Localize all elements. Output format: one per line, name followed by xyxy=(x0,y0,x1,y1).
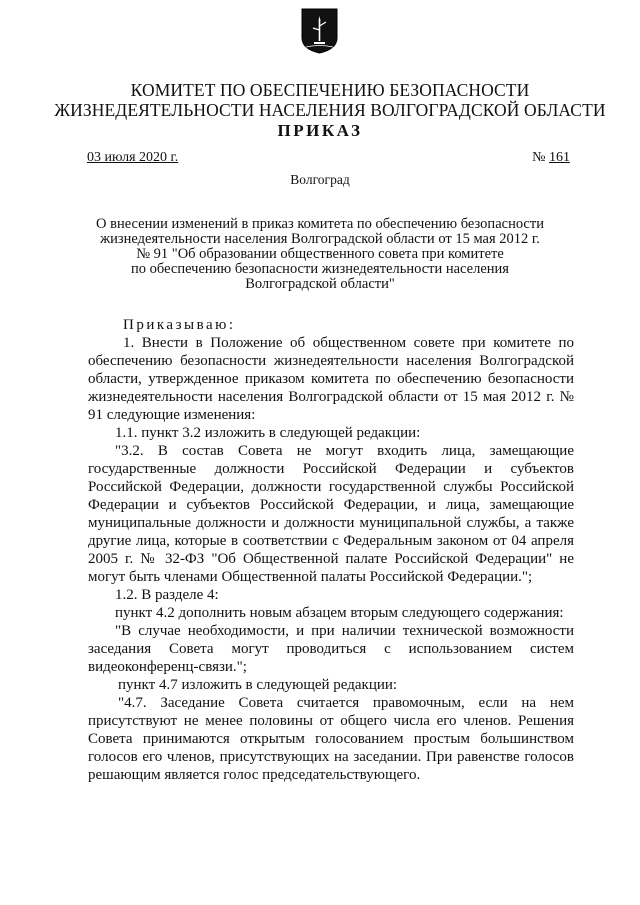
item-1: 1. Внести в Положение об общественном совете при комитете по обеспечению безопасности жизнедеятельности населения Волгоградской области, утвержденное приказом комитета по обеспечению безопасности жизнедеятельности населения Волгоградской области от 15 мая 2012 г. № 91 следующие изменения: xyxy=(88,335,574,423)
quote-3-2: "3.2. В состав Совета не могут входить лица, замещающие государственные должности Российской Федерации и субъектов Российской Федерации, должности государственной службы Российской Федерации и субъектов Российской Федерации, и лица, замещающие муниципальные должности и должности муниципальной службы, а также другие лица, которые в соответствии с Федеральным законом от 04 апреля 2005 г. № 32-ФЗ "Об Общественной палате Российской Федерации" не могут быть членами Общественной палаты Российской Федерации."; xyxy=(88,443,574,585)
item-1-2: 1.2. В разделе 4: xyxy=(115,587,219,603)
committee-line-1: КОМИТЕТ ПО ОБЕСПЕЧЕНИЮ БЕЗОПАСНОСТИ xyxy=(130,80,530,100)
quote-4-7: "4.7. Заседание Совета считается правомочным, если на нем присутствуют не менее половины от общего числа его членов. Решения Совета принимаются открытым голосованием простым большинством голосов его членов, присутствующих на заседании. При равенстве голосов решающим является голос председательствующего. xyxy=(88,695,574,783)
quote-4-2: "В случае необходимости, и при наличии технической возможности заседания Совета могут проводиться с использованием систем видеоконференц-связи."; xyxy=(88,623,574,675)
subject-line: по обеспечению безопасности жизнедеятельности населения xyxy=(131,261,509,277)
order-number xyxy=(532,150,570,166)
number-sign: № xyxy=(532,150,546,165)
point-4-7: пункт 4.7 изложить в следующей редакции: xyxy=(118,677,398,693)
order-subject xyxy=(80,217,560,292)
city: Волгоград xyxy=(290,172,350,187)
subject-line: Волгоградской области" xyxy=(245,276,395,292)
item-1-1: 1.1. пункт 3.2 изложить в следующей редакции: xyxy=(115,425,421,441)
subject-line: жизнедеятельности населения Волгоградской области от 15 мая 2012 г. xyxy=(100,231,540,247)
volgograd-emblem-icon xyxy=(301,8,338,54)
subject-line: О внесении изменений в приказ комитета по обеспечению безопасности xyxy=(96,216,544,232)
document-title: ПРИКАЗ xyxy=(277,121,363,140)
order-word: Приказываю: xyxy=(123,317,236,333)
point-4-2: пункт 4.2 дополнить новым абзацем вторым следующего содержания: xyxy=(115,605,564,621)
order-date: 03 июля 2020 г. xyxy=(87,150,179,165)
order-body xyxy=(88,316,574,784)
subject-line: № 91 "Об образовании общественного совета при комитете xyxy=(136,246,504,262)
committee-name xyxy=(40,80,620,120)
committee-line-2: ЖИЗНЕДЕЯТЕЛЬНОСТИ НАСЕЛЕНИЯ ВОЛГОГРАДСКОЙ ОБЛАСТИ xyxy=(54,100,606,120)
number-value: 161 xyxy=(549,150,570,165)
